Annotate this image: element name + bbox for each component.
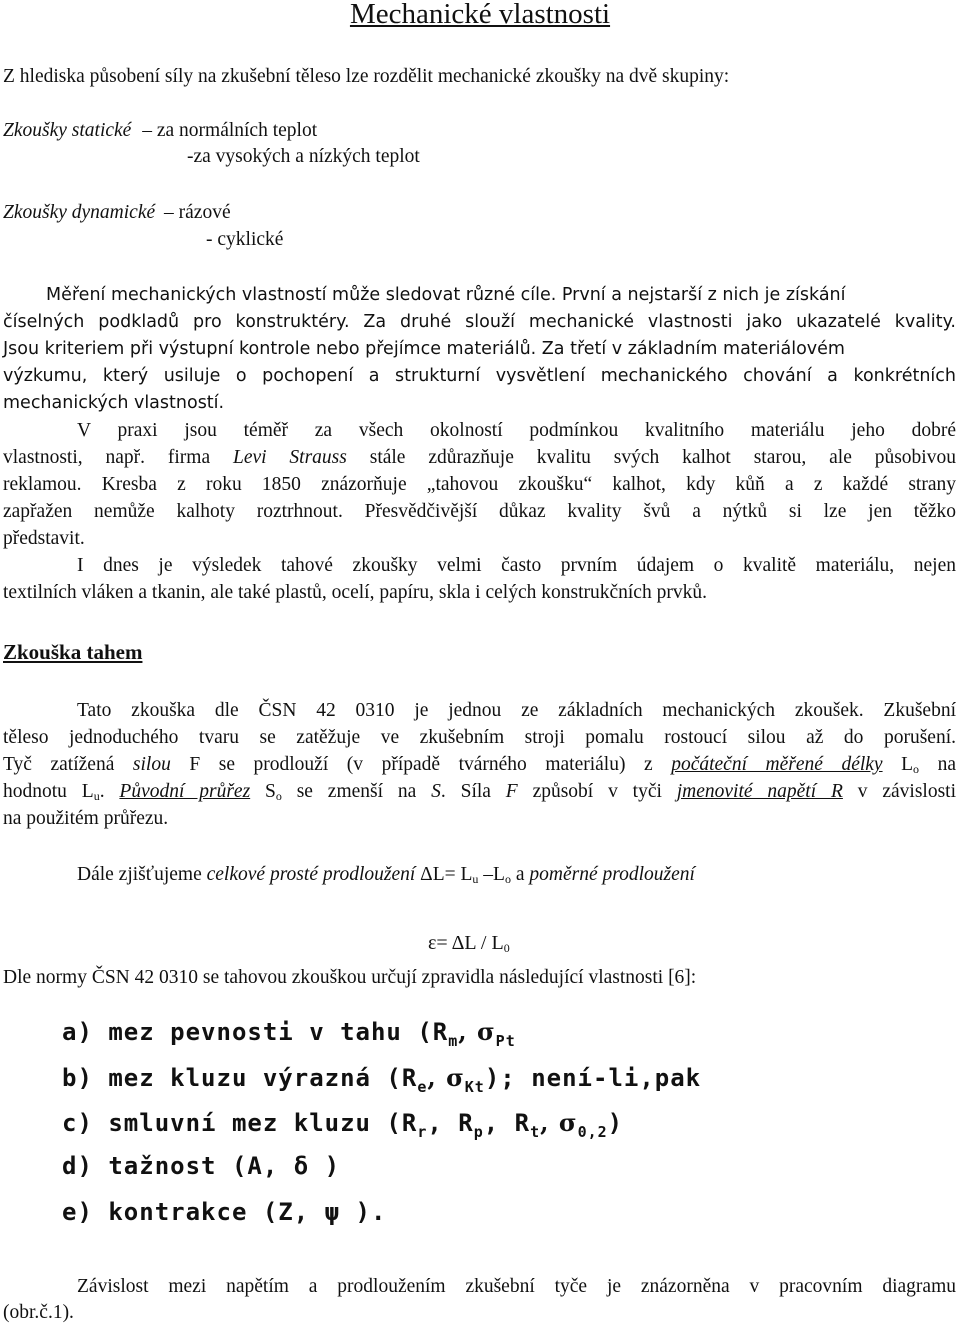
para4-line3: Tyč zatížená silou F se prodlouží (v případě tvárného materiálu) z počáteční měřené délky $L_o$ na [3, 754, 956, 776]
para4-line2: těleso jednoduchého tvaru se zatěžuje ve zkušebním stroji pomalu rostoucí silou až do porušení. [3, 727, 956, 748]
hand-list-item-d: d) tažnost (A, δ ) [62, 1152, 341, 1180]
para2-line3: reklamou. Kresba z roku 1850 znázorňuje „tahovou zkoušku“ kalhot, kdy kůň a z každé strany [3, 474, 956, 495]
dynamic-tests-label: Zkoušky dynamické [3, 202, 156, 223]
para1-line5: mechanických vlastností. [3, 393, 225, 413]
para2-line1: V praxi jsou téměř za všech okolností podmínkou kvalitního materiálu jeho dobré [77, 420, 956, 441]
hand-list-item-b: b) mez kluzu výrazná ($R_e$, $\sigma_{Kt}$); není-li,pak [62, 1063, 702, 1096]
para3-line2: textilních vláken a tkanin, ale také plastů, ocelí, papíru, skla i celých konstrukčních prvků. [3, 582, 707, 603]
dynamic-tests-item1: – rázové [164, 202, 231, 223]
para5-line: Dále zjišťujeme celkové prosté prodloužení $\Delta L= L_u$ $-L_o$ a poměrné prodloužení [77, 864, 695, 886]
dynamic-tests [3, 202, 231, 224]
static-tests-item2: -za vysokých a nízkých teplot [187, 146, 420, 167]
para4-line4: hodnotu $L_u$. Původní průřez $S_o$ se zmenší na S. Síla F způsobí v tyči jmenovité napětí R v závislosti [3, 781, 957, 803]
strain-formula: $\varepsilon= \Delta L / L_0$ [428, 932, 510, 955]
section-heading: Zkouška tahem [3, 640, 143, 664]
static-tests [3, 120, 317, 142]
final-line1: Závislost mezi napětím a prodloužením zkušební tyče je znázorněna v pracovním diagramu [77, 1276, 956, 1297]
hand-list-item-a: a) mez pevnosti v tahu ($R_m$, $\sigma_{Pt}$ [62, 1017, 516, 1050]
para1-line3: Jsou kriteriem při výstupní kontrole nebo přejímce materiálů. Za třetí v základním materiálovém [3, 339, 845, 359]
static-tests-label: Zkoušky statické [3, 120, 132, 141]
para4-line5: na použitém průřezu. [3, 808, 169, 829]
para2-line2: vlastnosti, např. firma Levi Strauss stále zdůrazňuje kvalitu svých kalhot starou, ale působivou [3, 447, 956, 468]
para2-line5: představit. [3, 528, 85, 549]
para3-line1: I dnes je výsledek tahové zkoušky velmi často prvním údajem o kvalitě materiálu, nejen [77, 555, 956, 576]
para1-line4: výzkumu, který usiluje o pochopení a strukturní vysvětlení mechanického chování a konkrétních [3, 366, 956, 386]
static-tests-item1: – za normálních teplot [142, 120, 318, 141]
para2-line4: zapřažen nemůže kalhoty roztrhnout. Přesvědčivější důkaz kvality švů a nýtků si lze jen těžko [3, 501, 956, 522]
page-title: Mechanické vlastnosti [349, 0, 611, 30]
hand-list-item-e: e) kontrakce (Z, ψ ). [62, 1198, 387, 1226]
intro-text: Z hlediska působení síly na zkušební těleso lze rozdělit mechanické zkoušky na dvě skupiny: [3, 66, 730, 87]
para4-line1: Tato zkouška dle ČSN 42 0310 je jednou ze základních mechanických zkoušek. Zkušební [77, 700, 956, 721]
final-line2: (obr.č.1). [3, 1302, 74, 1323]
dynamic-tests-item2: - cyklické [206, 229, 284, 250]
para1-line2: číselných podkladů pro konstruktéry. Za druhé slouží mechanické vlastnosti jako ukazatelé kvality. [3, 312, 956, 332]
norm-line: Dle normy ČSN 42 0310 se tahovou zkouškou určují zpravidla následující vlastnosti [6]: [3, 967, 697, 988]
hand-list-item-c: c) smluvní mez kluzu ($R_r$, $R_p$, $R_t$, $\sigma_{0,2}$) [62, 1108, 624, 1141]
para1-line1: Měření mechanických vlastností může sledovat různé cíle. První a nejstarší z nich je získání [46, 285, 846, 305]
